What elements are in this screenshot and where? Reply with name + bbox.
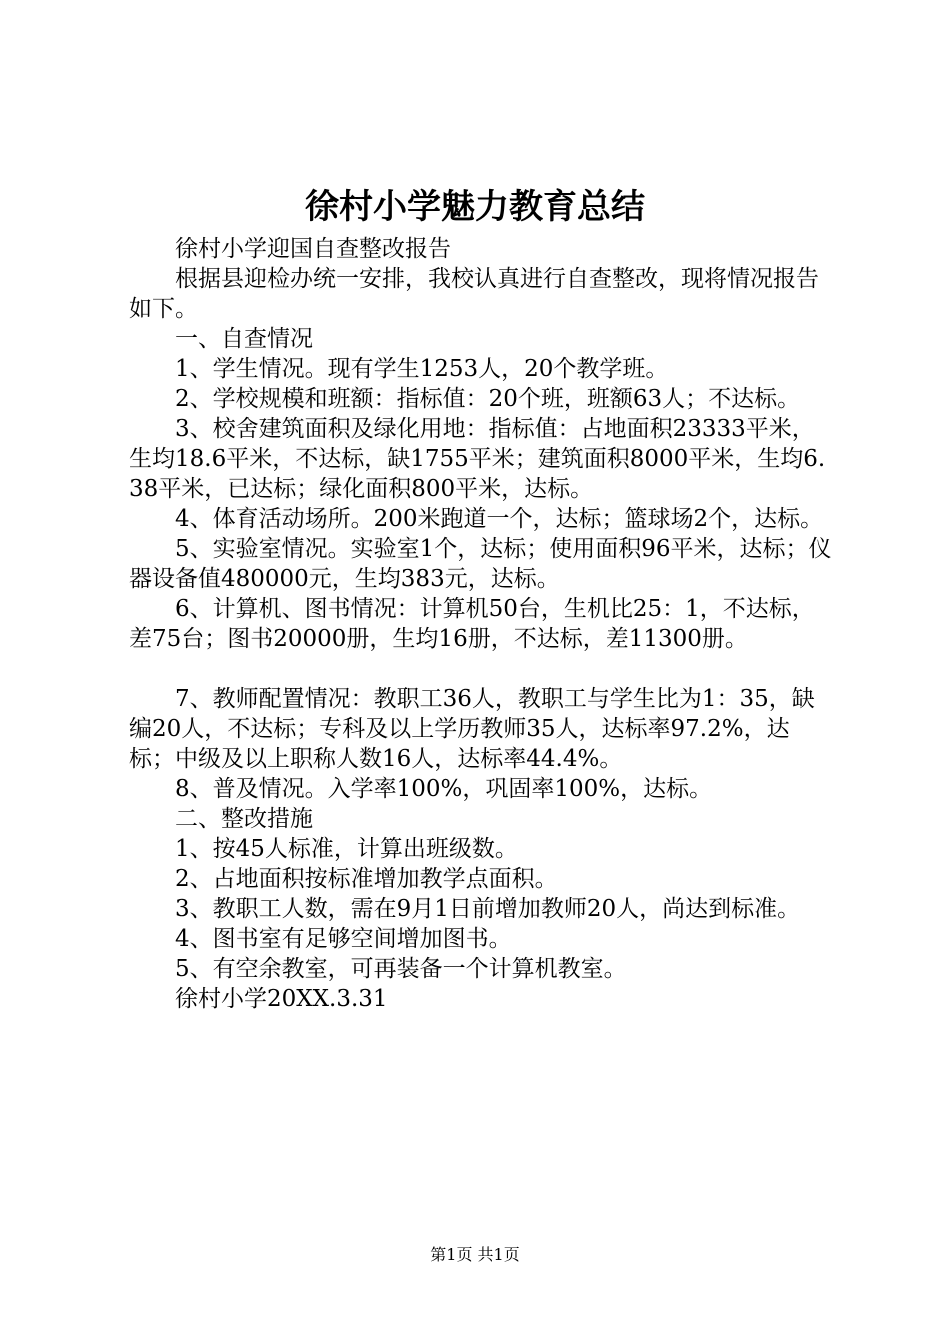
item-enrollment: 8、普及情况。入学率100%，巩固率100%，达标。 bbox=[175, 776, 713, 802]
measure-staffing: 3、教职工人数，需在9月1日前增加教师20人，尚达到标准。 bbox=[175, 896, 801, 922]
item-laboratory: 5、实验室情况。实验室1个，达标；使用面积96平米，达标；仪器设备值480000元，生均383元，达标。 bbox=[129, 536, 832, 592]
measure-class-count: 1、按45人标准，计算出班级数。 bbox=[175, 836, 518, 862]
item-building-area: 3、校舍建筑面积及绿化用地：指标值：占地面积23333平米，生均18.6平米，不达标，缺1755平米；建筑面积8000平米，生均6.38平米，已达标；绿化面积800平米，达标。 bbox=[129, 416, 826, 502]
item-students: 1、学生情况。现有学生1253人，20个教学班。 bbox=[175, 356, 669, 382]
section-heading-rectification: 二、整改措施 bbox=[175, 806, 313, 832]
item-sports-facilities: 4、体育活动场所。200米跑道一个，达标；篮球场2个，达标。 bbox=[175, 506, 824, 532]
measure-library: 4、图书室有足够空间增加图书。 bbox=[175, 926, 512, 952]
section-heading-self-check: 一、自查情况 bbox=[175, 326, 313, 352]
item-school-scale: 2、学校规模和班额：指标值：20个班，班额63人；不达标。 bbox=[175, 386, 801, 412]
document-title: 徐村小学魅力教育总结 bbox=[305, 187, 645, 227]
page-footer: 第1页 共1页 bbox=[430, 1245, 520, 1264]
document-body bbox=[129, 234, 833, 1014]
measure-computer-room: 5、有空余教室，可再装备一个计算机教室。 bbox=[175, 956, 627, 982]
signature-date: 徐村小学20XX.3.31 bbox=[175, 986, 388, 1012]
item-computers-books: 6、计算机、图书情况：计算机50台，生机比25：1，不达标，差75台；图书20000册，生均16册，不达标，差11300册。 bbox=[129, 596, 815, 652]
measure-land-area: 2、占地面积按标准增加教学点面积。 bbox=[175, 866, 558, 892]
intro-paragraph: 根据县迎检办统一安排，我校认真进行自查整改，现将情况报告如下。 bbox=[129, 266, 819, 322]
report-heading: 徐村小学迎国自查整改报告 bbox=[175, 236, 451, 262]
item-teachers: 7、教师配置情况：教职工36人，教职工与学生比为1：35，缺编20人，不达标；专科及以上学历教师35人，达标率97.2%，达标；中级及以上职称人数16人，达标率44.4%。 bbox=[129, 686, 815, 772]
